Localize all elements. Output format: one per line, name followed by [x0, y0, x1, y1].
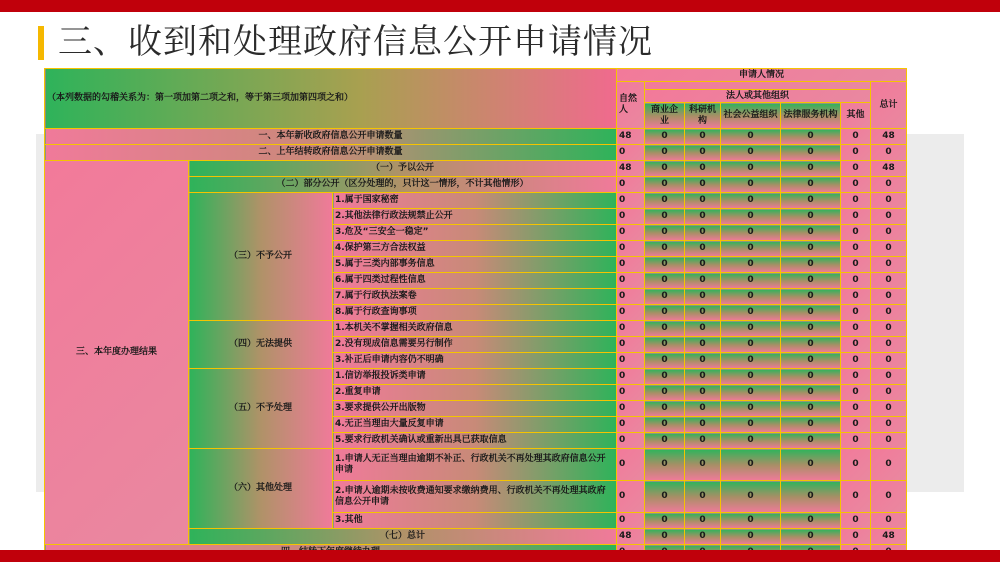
value-cell: 0	[685, 129, 721, 145]
item-label: 1.申请人无正当理由逾期不补正、行政机关不再处理其政府信息公开申请	[333, 449, 617, 481]
value-cell: 0	[781, 417, 841, 433]
value-cell: 0	[721, 241, 781, 257]
value-cell: 0	[645, 241, 685, 257]
value-cell: 0	[841, 225, 871, 241]
value-cell: 0	[645, 193, 685, 209]
value-cell: 0	[841, 273, 871, 289]
value-cell: 0	[781, 433, 841, 449]
value-cell: 0	[781, 161, 841, 177]
value-cell: 0	[781, 193, 841, 209]
value-cell: 0	[781, 481, 841, 513]
value-cell: 0	[781, 385, 841, 401]
item-label: 2.申请人逾期未按收费通知要求缴纳费用、行政机关不再处理其政府信息公开申请	[333, 481, 617, 513]
value-cell: 0	[617, 305, 645, 321]
value-cell: 0	[871, 145, 907, 161]
value-cell: 0	[721, 145, 781, 161]
value-cell: 0	[721, 321, 781, 337]
value-cell: 0	[871, 385, 907, 401]
value-cell: 0	[617, 433, 645, 449]
value-cell: 0	[841, 305, 871, 321]
item-label: 2.没有现成信息需要另行制作	[333, 337, 617, 353]
value-cell: 0	[871, 273, 907, 289]
value-cell: 0	[721, 369, 781, 385]
value-cell: 0	[781, 145, 841, 161]
value-cell: 0	[841, 177, 871, 193]
item-label: 4.无正当理由大量反复申请	[333, 417, 617, 433]
value-cell: 0	[645, 529, 685, 545]
value-cell: 0	[685, 305, 721, 321]
value-cell: 0	[645, 369, 685, 385]
value-cell: 0	[685, 289, 721, 305]
value-cell: 0	[617, 401, 645, 417]
value-cell: 0	[721, 209, 781, 225]
section-label: （四）无法提供	[189, 321, 333, 369]
page-title: 三、收到和处理政府信息公开申请情况	[58, 22, 653, 62]
value-cell: 0	[841, 513, 871, 529]
value-cell: 0	[617, 289, 645, 305]
value-cell: 0	[645, 177, 685, 193]
value-cell: 48	[617, 161, 645, 177]
value-cell: 0	[685, 401, 721, 417]
value-cell: 0	[841, 241, 871, 257]
value-cell: 0	[617, 241, 645, 257]
value-cell: 0	[685, 209, 721, 225]
value-cell: 0	[645, 257, 685, 273]
value-cell: 0	[781, 337, 841, 353]
value-cell: 0	[841, 433, 871, 449]
table-note: （本列数据的勾稽关系为：第一项加第二项之和，等于第三项加第四项之和）	[45, 69, 617, 129]
header-applicant: 申请人情况	[617, 69, 907, 82]
value-cell: 0	[781, 257, 841, 273]
value-cell: 0	[645, 321, 685, 337]
value-cell: 0	[617, 353, 645, 369]
value-cell: 48	[871, 161, 907, 177]
value-cell: 0	[721, 305, 781, 321]
value-cell: 0	[871, 177, 907, 193]
item-label: 3.补正后申请内容仍不明确	[333, 353, 617, 369]
bottom-red-bar	[0, 550, 1000, 562]
value-cell: 0	[685, 145, 721, 161]
value-cell: 0	[721, 177, 781, 193]
title-accent-bar	[38, 26, 44, 60]
value-cell: 0	[871, 241, 907, 257]
section-label: （五）不予处理	[189, 369, 333, 449]
value-cell: 0	[645, 225, 685, 241]
value-cell: 0	[645, 145, 685, 161]
value-cell: 0	[841, 369, 871, 385]
value-cell: 0	[841, 529, 871, 545]
value-cell: 0	[685, 449, 721, 481]
section-label: （二）部分公开（区分处理的，只计这一情形，不计其他情形）	[189, 177, 617, 193]
value-cell: 0	[841, 209, 871, 225]
value-cell: 0	[841, 353, 871, 369]
value-cell: 0	[685, 433, 721, 449]
value-cell: 0	[685, 369, 721, 385]
value-cell: 0	[841, 385, 871, 401]
value-cell: 0	[721, 385, 781, 401]
value-cell: 0	[841, 449, 871, 481]
header-other: 其他	[841, 103, 871, 129]
item-label: 3.其他	[333, 513, 617, 529]
value-cell: 0	[841, 129, 871, 145]
group-label-result: 三、本年度办理结果	[45, 161, 189, 545]
value-cell: 0	[685, 177, 721, 193]
value-cell: 0	[617, 273, 645, 289]
item-label: 3.危及“三安全一稳定”	[333, 225, 617, 241]
value-cell: 48	[871, 529, 907, 545]
header-commercial: 商业企业	[645, 103, 685, 129]
top-red-bar	[0, 0, 1000, 12]
item-label: 3.要求提供公开出版物	[333, 401, 617, 417]
value-cell: 0	[645, 305, 685, 321]
item-label: 4.保护第三方合法权益	[333, 241, 617, 257]
value-cell: 0	[781, 449, 841, 481]
value-cell: 0	[645, 433, 685, 449]
header-natural: 自然人	[617, 82, 645, 129]
section-label: （一）予以公开	[189, 161, 617, 177]
value-cell: 48	[871, 129, 907, 145]
value-cell: 0	[685, 337, 721, 353]
value-cell: 0	[871, 369, 907, 385]
value-cell: 0	[841, 401, 871, 417]
value-cell: 0	[645, 353, 685, 369]
value-cell: 0	[721, 289, 781, 305]
item-label: 1.本机关不掌握相关政府信息	[333, 321, 617, 337]
value-cell: 0	[841, 193, 871, 209]
value-cell: 0	[871, 513, 907, 529]
value-cell: 0	[781, 177, 841, 193]
value-cell: 0	[617, 145, 645, 161]
value-cell: 0	[721, 161, 781, 177]
value-cell: 0	[617, 209, 645, 225]
value-cell: 0	[871, 417, 907, 433]
item-label: 5.属于三类内部事务信息	[333, 257, 617, 273]
value-cell: 0	[685, 273, 721, 289]
value-cell: 0	[871, 449, 907, 481]
header-total: 总计	[871, 82, 907, 129]
value-cell: 0	[871, 433, 907, 449]
value-cell: 0	[645, 129, 685, 145]
value-cell: 0	[685, 193, 721, 209]
value-cell: 0	[685, 385, 721, 401]
value-cell: 0	[781, 369, 841, 385]
value-cell: 0	[645, 513, 685, 529]
value-cell: 0	[645, 273, 685, 289]
header-welfare: 社会公益组织	[721, 103, 781, 129]
value-cell: 0	[841, 321, 871, 337]
value-cell: 0	[617, 321, 645, 337]
value-cell: 0	[721, 337, 781, 353]
item-label: 5.要求行政机关确认或重新出具已获取信息	[333, 433, 617, 449]
value-cell: 0	[685, 513, 721, 529]
value-cell: 0	[871, 225, 907, 241]
value-cell: 48	[617, 529, 645, 545]
value-cell: 0	[685, 161, 721, 177]
value-cell: 0	[781, 241, 841, 257]
value-cell: 0	[645, 401, 685, 417]
value-cell: 0	[685, 529, 721, 545]
value-cell: 48	[617, 129, 645, 145]
value-cell: 0	[871, 193, 907, 209]
value-cell: 0	[721, 129, 781, 145]
value-cell: 0	[617, 513, 645, 529]
section-label: （三）不予公开	[189, 193, 333, 321]
value-cell: 0	[617, 177, 645, 193]
value-cell: 0	[841, 145, 871, 161]
value-cell: 0	[645, 481, 685, 513]
item-label: 2.重复申请	[333, 385, 617, 401]
value-cell: 0	[781, 529, 841, 545]
value-cell: 0	[781, 513, 841, 529]
value-cell: 0	[685, 353, 721, 369]
value-cell: 0	[871, 305, 907, 321]
section-label: （七）总计	[189, 529, 617, 545]
value-cell: 0	[841, 289, 871, 305]
value-cell: 0	[871, 353, 907, 369]
value-cell: 0	[721, 401, 781, 417]
row-label: 二、上年结转政府信息公开申请数量	[45, 145, 617, 161]
value-cell: 0	[617, 449, 645, 481]
value-cell: 0	[841, 337, 871, 353]
value-cell: 0	[685, 225, 721, 241]
value-cell: 0	[721, 273, 781, 289]
value-cell: 0	[781, 289, 841, 305]
item-label: 6.属于四类过程性信息	[333, 273, 617, 289]
value-cell: 0	[685, 417, 721, 433]
section-label: （六）其他处理	[189, 449, 333, 529]
value-cell: 0	[841, 161, 871, 177]
value-cell: 0	[721, 225, 781, 241]
value-cell: 0	[871, 257, 907, 273]
value-cell: 0	[617, 369, 645, 385]
value-cell: 0	[871, 337, 907, 353]
value-cell: 0	[617, 225, 645, 241]
statistics-table	[44, 68, 907, 561]
value-cell: 0	[617, 193, 645, 209]
value-cell: 0	[781, 129, 841, 145]
value-cell: 0	[781, 273, 841, 289]
value-cell: 0	[841, 481, 871, 513]
item-label: 8.属于行政查询事项	[333, 305, 617, 321]
value-cell: 0	[617, 337, 645, 353]
value-cell: 0	[721, 433, 781, 449]
value-cell: 0	[721, 513, 781, 529]
value-cell: 0	[871, 289, 907, 305]
value-cell: 0	[781, 401, 841, 417]
header-research: 科研机构	[685, 103, 721, 129]
value-cell: 0	[721, 529, 781, 545]
value-cell: 0	[841, 417, 871, 433]
value-cell: 0	[871, 209, 907, 225]
value-cell: 0	[871, 481, 907, 513]
value-cell: 0	[645, 337, 685, 353]
value-cell: 0	[617, 481, 645, 513]
value-cell: 0	[617, 385, 645, 401]
value-cell: 0	[871, 321, 907, 337]
header-org-group: 法人或其他组织	[645, 90, 871, 103]
value-cell: 0	[685, 481, 721, 513]
item-label: 7.属于行政执法案卷	[333, 289, 617, 305]
value-cell: 0	[617, 417, 645, 433]
value-cell: 0	[721, 193, 781, 209]
value-cell: 0	[645, 161, 685, 177]
value-cell: 0	[781, 225, 841, 241]
value-cell: 0	[781, 321, 841, 337]
value-cell: 0	[685, 257, 721, 273]
item-label: 1.属于国家秘密	[333, 193, 617, 209]
value-cell: 0	[781, 305, 841, 321]
value-cell: 0	[645, 417, 685, 433]
value-cell: 0	[841, 257, 871, 273]
item-label: 1.信访举报投诉类申请	[333, 369, 617, 385]
table-row	[45, 161, 907, 177]
value-cell: 0	[645, 385, 685, 401]
value-cell: 0	[721, 257, 781, 273]
value-cell: 0	[645, 449, 685, 481]
value-cell: 0	[721, 449, 781, 481]
value-cell: 0	[721, 353, 781, 369]
item-label: 2.其他法律行政法规禁止公开	[333, 209, 617, 225]
table-row	[45, 145, 907, 161]
value-cell: 0	[871, 401, 907, 417]
header-legal: 法律服务机构	[781, 103, 841, 129]
value-cell: 0	[617, 257, 645, 273]
value-cell: 0	[781, 209, 841, 225]
value-cell: 0	[685, 321, 721, 337]
value-cell: 0	[721, 481, 781, 513]
value-cell: 0	[645, 209, 685, 225]
value-cell: 0	[781, 353, 841, 369]
header-spacer	[645, 82, 871, 90]
value-cell: 0	[645, 289, 685, 305]
value-cell: 0	[685, 241, 721, 257]
table-row	[45, 129, 907, 145]
value-cell: 0	[721, 417, 781, 433]
row-label: 一、本年新收政府信息公开申请数量	[45, 129, 617, 145]
